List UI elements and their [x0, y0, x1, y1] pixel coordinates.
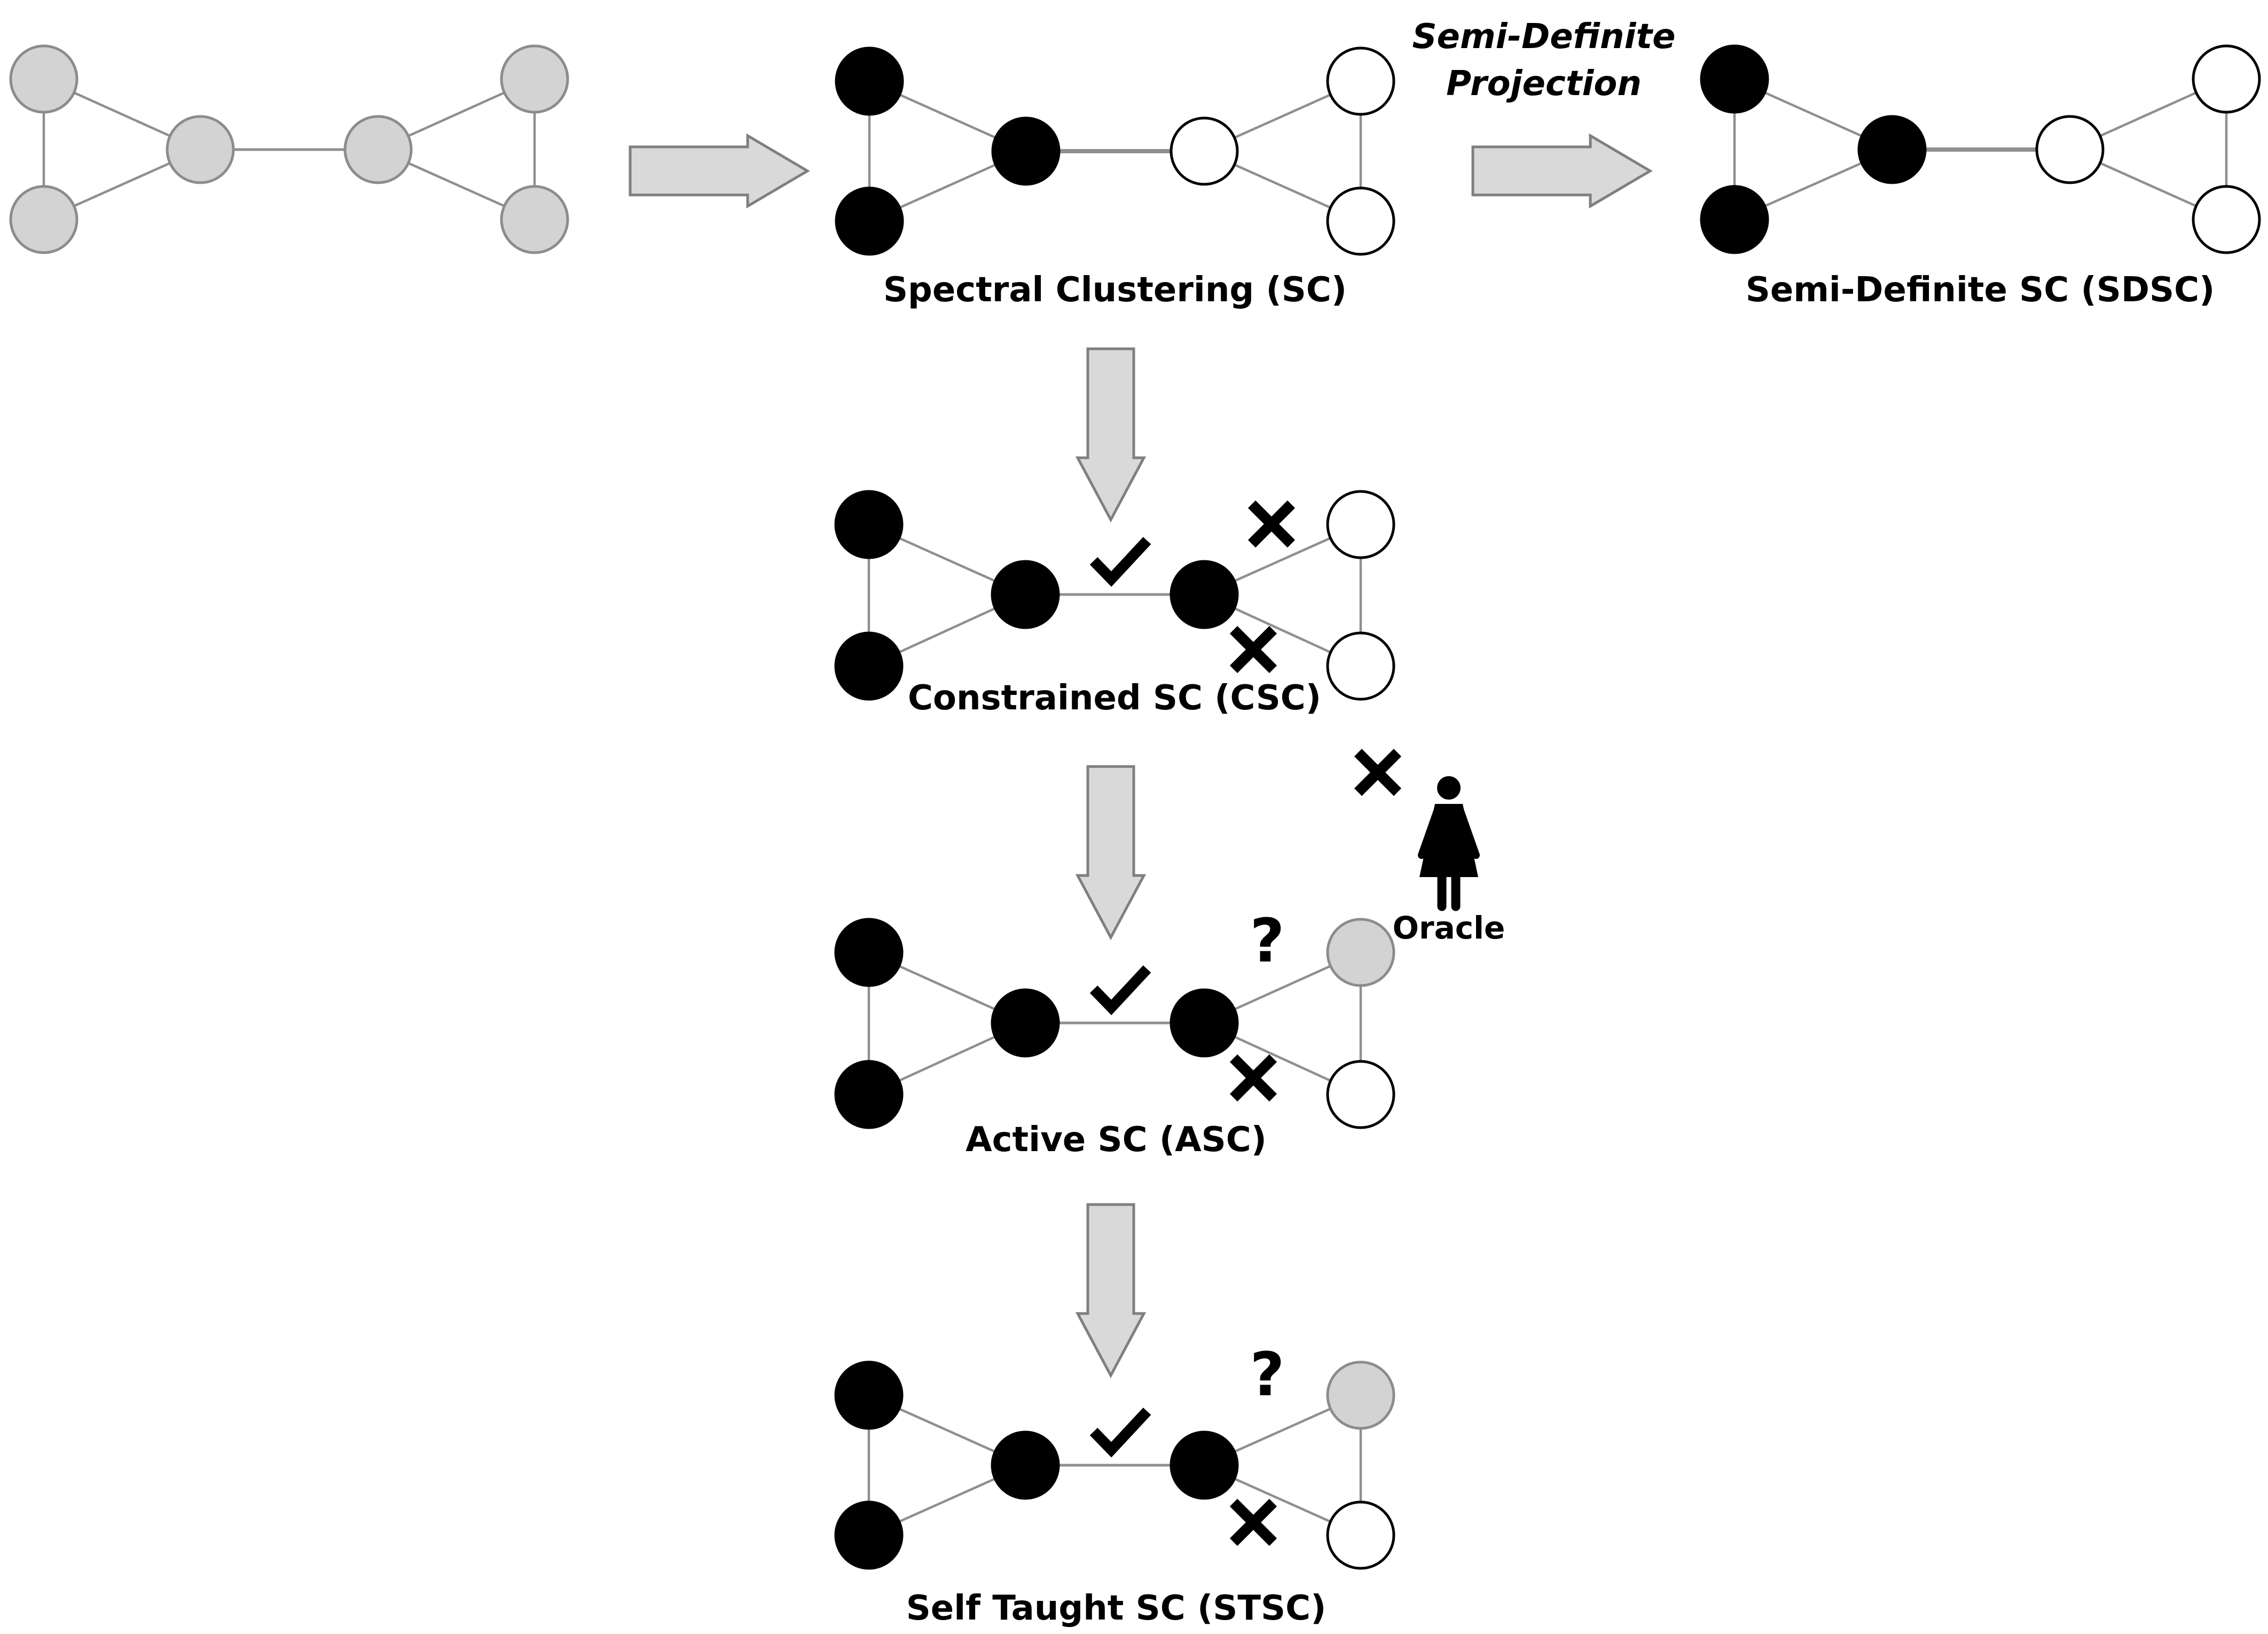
- check-icon: [1094, 969, 1147, 1007]
- node-bottom-left: [836, 1502, 902, 1568]
- node-bottom-right: [1328, 1502, 1394, 1568]
- graph-label-stsc: Self Taught SC (STSC): [906, 1589, 1327, 1628]
- arrow-asc-to-stsc: [1078, 1205, 1144, 1375]
- cross-icon: [1252, 504, 1291, 544]
- node-center-right: [345, 116, 411, 183]
- node-bottom-left: [836, 188, 903, 254]
- arrow-csc-to-asc: [1078, 767, 1144, 937]
- node-top-right: [1328, 919, 1394, 986]
- graph-label-asc: Active SC (ASC): [966, 1120, 1267, 1160]
- node-center-left: [1859, 116, 1925, 183]
- input-graph: [11, 46, 568, 253]
- node-center-left: [992, 990, 1058, 1056]
- semi-definite-projection-label: [1412, 17, 1675, 104]
- graph-label-sc: Spectral Clustering (SC): [883, 270, 1347, 310]
- oracle: [1358, 753, 1505, 946]
- graph-active-sc: [836, 906, 1394, 1160]
- projection-label-line2: Projection: [1446, 64, 1642, 104]
- node-bottom-right: [1328, 633, 1394, 699]
- arrow-sc-to-sdsc: [1473, 136, 1650, 206]
- node-center-left: [167, 116, 233, 183]
- node-bottom-right: [1328, 188, 1394, 254]
- graph-spectral-clustering: [836, 48, 1394, 310]
- node-bottom-left: [836, 1061, 902, 1128]
- node-center-right: [1171, 990, 1237, 1056]
- node-center-right: [1171, 118, 1237, 184]
- node-top-right: [2193, 46, 2259, 112]
- node-center-left: [992, 561, 1058, 628]
- cross-icon: [1358, 753, 1398, 792]
- node-center-right: [1171, 561, 1237, 628]
- node-center-right: [1171, 1432, 1237, 1498]
- node-top-left: [836, 1362, 902, 1428]
- node-top-right: [1328, 491, 1394, 558]
- question-mark: ?: [1250, 1340, 1285, 1410]
- node-center-left: [993, 118, 1059, 184]
- node-top-left: [836, 919, 902, 986]
- graph-constrained-sc: [836, 491, 1394, 718]
- node-bottom-left: [11, 186, 77, 253]
- arrow-sc-to-csc: [1078, 349, 1144, 520]
- question-mark: ?: [1250, 906, 1285, 976]
- node-bottom-right: [2193, 186, 2259, 253]
- graph-self-taught-sc: [836, 1340, 1394, 1628]
- node-top-left: [11, 46, 77, 112]
- node-top-left: [836, 48, 903, 114]
- graph-semi-definite-sc: [1701, 46, 2259, 310]
- cross-icon: [1234, 1503, 1273, 1542]
- cross-icon: [1234, 1058, 1273, 1098]
- node-top-right: [501, 46, 568, 112]
- node-top-right: [1328, 48, 1394, 114]
- node-center-right: [2037, 116, 2103, 183]
- node-top-left: [836, 491, 902, 558]
- node-bottom-left: [1701, 186, 1768, 253]
- node-top-right: [1328, 1362, 1394, 1428]
- graph-label-sdsc: Semi-Definite SC (SDSC): [1745, 270, 2215, 310]
- check-icon: [1094, 541, 1147, 579]
- graph-label-csc: Constrained SC (CSC): [908, 678, 1321, 718]
- cross-icon: [1234, 630, 1273, 669]
- node-bottom-right: [1328, 1061, 1394, 1128]
- node-bottom-left: [836, 633, 902, 699]
- oracle-person-icon: [1419, 776, 1478, 906]
- arrow-input-to-sc: [630, 136, 807, 206]
- node-top-left: [1701, 46, 1768, 112]
- projection-label-line1: Semi-Definite: [1412, 17, 1676, 57]
- node-center-left: [992, 1432, 1058, 1498]
- oracle-label: Oracle: [1392, 910, 1505, 946]
- check-icon: [1094, 1411, 1147, 1450]
- node-bottom-right: [501, 186, 568, 253]
